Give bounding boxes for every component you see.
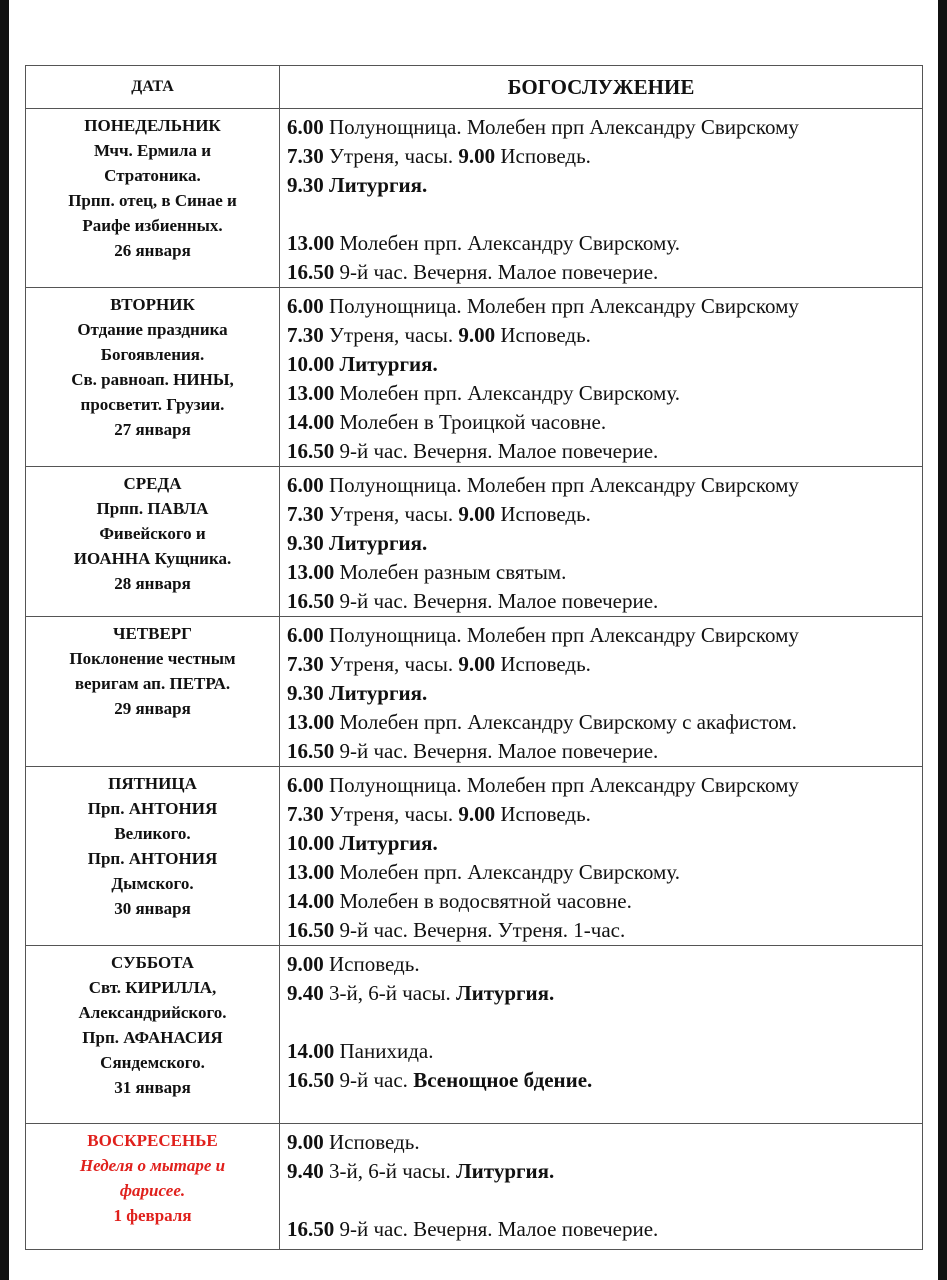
date-cell-content (26, 617, 279, 721)
saint-commemoration: Прп. АФАНАСИЯ (82, 1028, 223, 1047)
service-time-or-title: 9.00 (458, 144, 496, 168)
service-text: Молебен прп. Александру Свирскому. (334, 860, 680, 884)
table-row (26, 767, 923, 946)
service-line (287, 829, 922, 858)
service-line (287, 1157, 922, 1186)
service-text: Исповедь. (495, 323, 591, 347)
services-cell (280, 767, 923, 946)
service-time-or-title: 14.00 (287, 1039, 335, 1063)
service-text: Утреня, часы. (323, 323, 459, 347)
service-line (287, 471, 922, 500)
service-line (287, 1037, 922, 1066)
date-cell-content (26, 1124, 279, 1228)
service-text: 3-й, 6-й часы. (323, 1159, 457, 1183)
service-text: Исповедь. (495, 502, 591, 526)
service-text: Утреня, часы. (323, 652, 459, 676)
date-cell-content (26, 109, 279, 263)
calendar-date: 28 января (114, 574, 191, 593)
date-cell-content (26, 288, 279, 442)
service-line (287, 679, 922, 708)
services-cell (280, 946, 923, 1124)
service-text: 9-й час. (334, 1068, 414, 1092)
service-time-or-title: 9.40 (287, 981, 324, 1005)
service-time-or-title: 14.00 (287, 410, 335, 434)
service-text: 9-й час. Вечерня. Малое повечерие. (334, 1217, 659, 1241)
service-line (287, 771, 922, 800)
service-text: Исповедь. (495, 802, 591, 826)
service-line (287, 1008, 922, 1037)
service-text: 9-й час. Вечерня. Малое повечерие. (334, 439, 659, 463)
service-line (287, 737, 922, 766)
table-row (26, 288, 923, 467)
services-cell (280, 288, 923, 467)
service-text: Утреня, часы. (323, 802, 459, 826)
saint-commemoration: Раифе избиенных. (82, 216, 223, 235)
service-time-or-title: 16.50 (287, 1217, 335, 1241)
service-text: 3-й, 6-й часы. (323, 981, 457, 1005)
saint-commemoration: Отдание праздника (77, 320, 228, 339)
service-line (287, 1128, 922, 1157)
saint-commemoration: Поклонение честным (69, 649, 236, 668)
service-line (287, 229, 922, 258)
service-text: Исповедь. (323, 952, 420, 976)
service-text: 9-й час. Вечерня. Утреня. 1-час. (334, 918, 626, 942)
service-line (287, 979, 922, 1008)
saint-commemoration: Прп. АНТОНИЯ (87, 849, 218, 868)
service-line (287, 916, 922, 945)
service-text: Молебен в Троицкой часовне. (334, 410, 607, 434)
service-text: Полунощница. Молебен прп Александру Свирскому (323, 773, 799, 797)
service-line (287, 321, 922, 350)
table-row (26, 109, 923, 288)
calendar-date: 27 января (114, 420, 191, 439)
header-row (26, 66, 923, 109)
service-time-or-title: 13.00 (287, 710, 335, 734)
saint-commemoration: Св. равноап. НИНЫ, (71, 370, 234, 389)
date-cell-content (26, 946, 279, 1100)
date-cell (26, 946, 280, 1124)
service-time-or-title: 14.00 (287, 889, 335, 913)
day-name: СРЕДА (123, 474, 182, 493)
service-line (287, 529, 922, 558)
service-time-or-title: 7.30 (287, 144, 324, 168)
service-time-or-title: 13.00 (287, 560, 335, 584)
service-text: 9-й час. Вечерня. Малое повечерие. (334, 739, 659, 763)
service-time-or-title: 9.00 (287, 952, 324, 976)
calendar-date: 30 января (114, 899, 191, 918)
service-line (287, 200, 922, 229)
saint-commemoration: ИОАННА Кущника. (73, 549, 232, 568)
service-time-or-title: 13.00 (287, 231, 335, 255)
services-cell (280, 617, 923, 767)
table-row (26, 467, 923, 617)
service-line (287, 950, 922, 979)
service-time-or-title: 9.00 (458, 802, 496, 826)
saint-commemoration: Мчч. Ермила и (93, 141, 212, 160)
service-line (287, 437, 922, 466)
service-text: Исповедь. (323, 1130, 420, 1154)
service-time-or-title: 6.00 (287, 115, 324, 139)
service-line (287, 171, 922, 200)
date-cell (26, 767, 280, 946)
services-cell (280, 467, 923, 617)
service-line (287, 113, 922, 142)
service-line (287, 858, 922, 887)
service-line (287, 708, 922, 737)
service-time-or-title: 6.00 (287, 294, 324, 318)
service-line (287, 650, 922, 679)
service-line (287, 800, 922, 829)
service-line (287, 258, 922, 287)
service-line (287, 350, 922, 379)
table-row (26, 617, 923, 767)
calendar-date: 26 января (114, 241, 191, 260)
service-line (287, 142, 922, 171)
day-name: ПЯТНИЦА (108, 774, 197, 793)
service-text: Исповедь. (495, 144, 591, 168)
service-time-or-title: 9.00 (458, 323, 496, 347)
service-time-or-title: 16.50 (287, 589, 335, 613)
day-name: ЧЕТВЕРГ (112, 624, 193, 643)
service-time-or-title: 16.50 (287, 1068, 335, 1092)
saint-commemoration: Свт. КИРИЛЛА, (88, 978, 217, 997)
service-text: Полунощница. Молебен прп Александру Свирскому (323, 623, 799, 647)
service-time-or-title: 13.00 (287, 381, 335, 405)
date-column-header: ДАТА (26, 66, 280, 109)
saint-commemoration: Фивейского и (99, 524, 206, 543)
date-cell-content (26, 767, 279, 921)
service-time-or-title: 9.30 Литургия. (287, 681, 428, 705)
service-time-or-title: 6.00 (287, 773, 324, 797)
service-text: Полунощница. Молебен прп Александру Свирскому (323, 473, 799, 497)
service-time-or-title: 7.30 (287, 323, 324, 347)
calendar-date: 1 февраля (113, 1206, 192, 1225)
service-time-or-title: 10.00 Литургия. (287, 352, 438, 376)
service-time-or-title: 7.30 (287, 652, 324, 676)
service-line (287, 1186, 922, 1215)
service-text: Молебен прп. Александру Свирскому. (334, 381, 680, 405)
service-text: 9-й час. Вечерня. Малое повечерие. (334, 589, 659, 613)
service-time-or-title: Литургия. (456, 981, 555, 1005)
saint-commemoration: Прпп. ПАВЛА (96, 499, 209, 518)
saint-commemoration: просветит. Грузии. (80, 395, 225, 414)
service-time-or-title: 10.00 Литургия. (287, 831, 438, 855)
calendar-date: 29 января (114, 699, 191, 718)
service-time-or-title: 13.00 (287, 860, 335, 884)
service-time-or-title: 7.30 (287, 502, 324, 526)
service-line (287, 379, 922, 408)
day-name: ВОСКРЕСЕНЬЕ (87, 1131, 218, 1150)
service-line (287, 587, 922, 616)
service-text: Утреня, часы. (323, 502, 459, 526)
service-time-or-title: 9.00 (458, 652, 496, 676)
service-time-or-title: 16.50 (287, 260, 335, 284)
service-time-or-title: 9.30 Литургия. (287, 531, 428, 555)
service-time-or-title: 9.00 (287, 1130, 324, 1154)
service-text: Полунощница. Молебен прп Александру Свирскому (323, 115, 799, 139)
saint-commemoration: Богоявления. (100, 345, 205, 364)
service-text: Исповедь. (495, 652, 591, 676)
service-text: Панихида. (334, 1039, 434, 1063)
saint-commemoration: Прпп. отец, в Синае и (68, 191, 237, 210)
date-cell (26, 1124, 280, 1250)
service-line (287, 1066, 922, 1095)
services-cell (280, 1124, 923, 1250)
day-name: ПОНЕДЕЛЬНИК (84, 116, 221, 135)
table-row (26, 1124, 923, 1250)
saint-commemoration: Великого. (114, 824, 191, 843)
service-text: Молебен разным святым. (334, 560, 567, 584)
saint-commemoration: Сяндемского. (100, 1053, 205, 1072)
service-text: 9-й час. Вечерня. Малое повечерие. (334, 260, 659, 284)
service-time-or-title: 9.40 (287, 1159, 324, 1183)
saint-commemoration: Стратоника. (104, 166, 201, 185)
date-cell-content (26, 467, 279, 596)
day-name: ВТОРНИК (110, 295, 195, 314)
service-line (287, 558, 922, 587)
service-time-or-title: 16.50 (287, 918, 335, 942)
date-cell (26, 288, 280, 467)
services-cell (280, 109, 923, 288)
service-time-or-title: 16.50 (287, 739, 335, 763)
date-cell (26, 109, 280, 288)
service-time-or-title: 9.30 Литургия. (287, 173, 428, 197)
service-line (287, 1215, 922, 1244)
service-time-or-title: 6.00 (287, 623, 324, 647)
service-line (287, 500, 922, 529)
saint-commemoration: Александрийского. (78, 1003, 227, 1022)
saint-commemoration: Прп. АНТОНИЯ (87, 799, 218, 818)
service-time-or-title: 7.30 (287, 802, 324, 826)
service-line (287, 887, 922, 916)
service-schedule-table (25, 65, 923, 1250)
service-line (287, 408, 922, 437)
right-screen-edge (938, 0, 947, 1280)
service-line (287, 292, 922, 321)
service-line (287, 621, 922, 650)
day-name: СУББОТА (111, 953, 194, 972)
service-column-header: БОГОСЛУЖЕНИЕ (280, 66, 923, 109)
service-time-or-title: 16.50 (287, 439, 335, 463)
service-text: Молебен прп. Александру Свирскому с акафистом. (334, 710, 797, 734)
service-time-or-title: 9.00 (458, 502, 496, 526)
service-time-or-title: Всенощное бдение. (413, 1068, 593, 1092)
saint-commemoration: фарисее. (119, 1181, 186, 1200)
calendar-date: 31 января (114, 1078, 191, 1097)
saint-commemoration: Неделя о мытаре и (79, 1156, 226, 1175)
left-screen-edge (0, 0, 9, 1280)
service-text: Молебен прп. Александру Свирскому. (334, 231, 680, 255)
service-time-or-title: 6.00 (287, 473, 324, 497)
table-row (26, 946, 923, 1124)
date-cell (26, 467, 280, 617)
saint-commemoration: веригам ап. ПЕТРА. (74, 674, 231, 693)
date-cell (26, 617, 280, 767)
service-text: Молебен в водосвятной часовне. (334, 889, 632, 913)
service-text: Утреня, часы. (323, 144, 459, 168)
service-time-or-title: Литургия. (456, 1159, 555, 1183)
service-text: Полунощница. Молебен прп Александру Свирскому (323, 294, 799, 318)
saint-commemoration: Дымского. (111, 874, 194, 893)
